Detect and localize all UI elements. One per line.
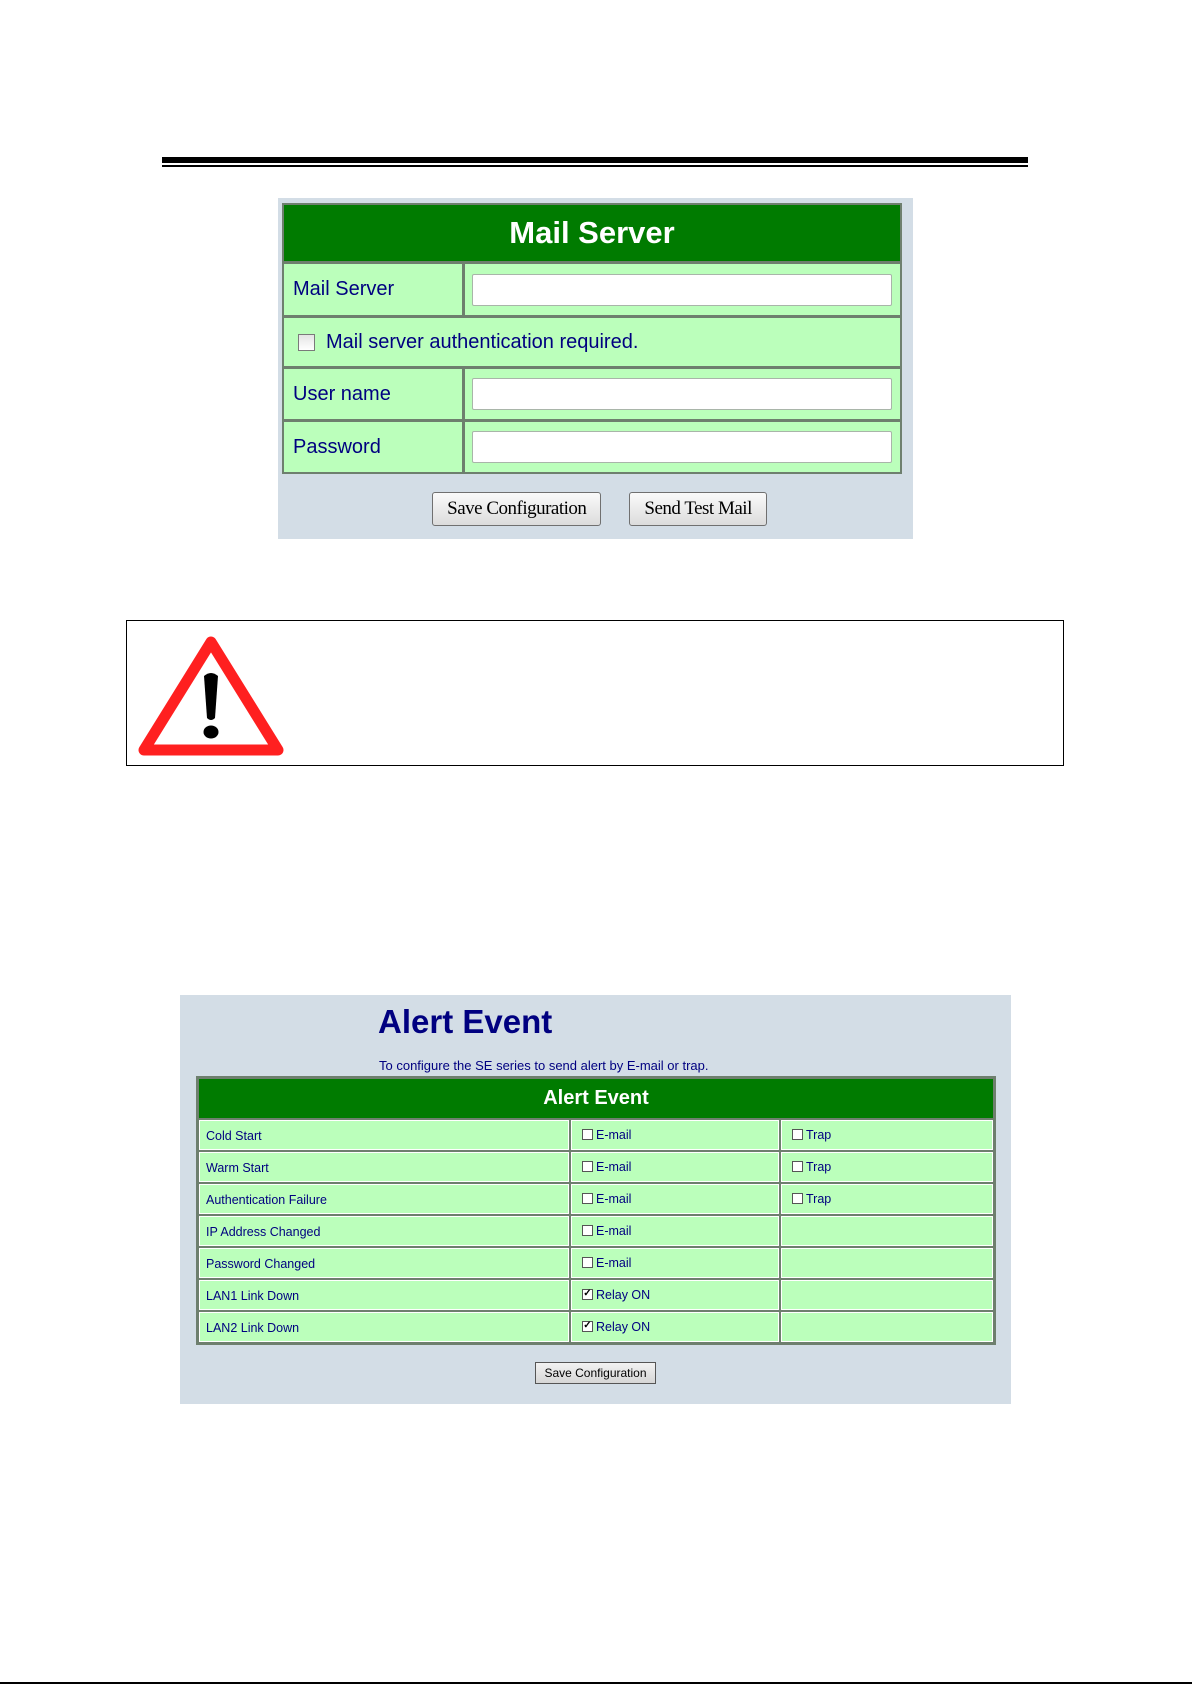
warning-note-box [126,620,1064,766]
alert-event-rows [199,1120,993,1342]
alert-option2-cell [781,1184,993,1214]
alert-event-name: Warm Start [199,1152,569,1182]
password-input[interactable] [472,431,892,463]
table-row [199,1216,993,1246]
alert-event-panel [180,995,1011,1404]
alert-option1-cell [571,1280,779,1310]
alert-option1-checkbox[interactable] [582,1257,593,1268]
table-row [199,1280,993,1310]
mail-server-input[interactable] [472,274,892,306]
alert-option2-checkbox[interactable] [792,1193,803,1204]
alert-event-name: Password Changed [199,1248,569,1278]
alert-option2-cell [781,1280,993,1310]
table-row [199,1120,993,1150]
alert-option2-checkbox[interactable] [792,1161,803,1172]
alert-option2-checkbox[interactable] [792,1129,803,1140]
mail-server-table [282,203,902,474]
table-row [199,1152,993,1182]
user-name-input[interactable] [472,378,892,410]
mail-auth-checkbox[interactable] [298,334,315,351]
table-row [199,1312,993,1342]
alert-option2-label: Trap [806,1128,832,1142]
alert-event-name: Cold Start [199,1120,569,1150]
alert-option1-cell [571,1152,779,1182]
alert-option1-checkbox[interactable]: ✓ [583,1319,592,1331]
alert-option1-cell [571,1120,779,1150]
alert-option2-cell [781,1120,993,1150]
alert-option1-label: Relay ON [596,1320,651,1334]
alert-option2-cell [781,1312,993,1342]
alert-event-name: IP Address Changed [199,1216,569,1246]
alert-option2-label: Trap [806,1192,832,1206]
user-name-row [284,369,900,419]
top-rule-thick [162,157,1028,163]
alert-option1-cell [571,1216,779,1246]
password-row [284,422,900,472]
mail-auth-label: Mail server authentication required. [326,330,639,353]
password-input-cell [465,422,900,472]
password-label: Password [284,422,462,472]
mail-server-input-cell [465,264,900,315]
top-rule-thin [162,165,1028,167]
alert-event-table [196,1076,996,1345]
alert-option1-checkbox[interactable] [582,1225,593,1236]
mail-server-button-bar [278,492,913,526]
alert-event-name: LAN1 Link Down [199,1280,569,1310]
mail-server-panel [278,198,913,539]
warning-triangle-icon [138,636,284,758]
alert-option1-label: E-mail [596,1256,632,1270]
alert-event-subtitle: To configure the SE series to send alert by E-mail or trap. [379,1058,709,1073]
alert-option1-label: Relay ON [596,1288,651,1302]
alert-save-configuration-button[interactable]: Save Configuration [535,1362,655,1384]
user-name-input-cell [465,369,900,419]
alert-event-name: LAN2 Link Down [199,1312,569,1342]
alert-option1-checkbox[interactable] [582,1161,593,1172]
alert-option1-cell [571,1184,779,1214]
alert-option1-checkbox[interactable] [582,1193,593,1204]
alert-option1-checkbox[interactable] [582,1129,593,1140]
table-row [199,1184,993,1214]
top-double-rule [162,157,1028,167]
mail-auth-row [284,318,900,366]
alert-event-name: Authentication Failure [199,1184,569,1214]
table-row [199,1248,993,1278]
mail-server-header: Mail Server [284,205,900,261]
alert-option2-cell [781,1216,993,1246]
alert-option1-cell [571,1248,779,1278]
alert-option1-label: E-mail [596,1192,632,1206]
alert-event-table-header: Alert Event [199,1079,993,1118]
alert-option2-label: Trap [806,1160,832,1174]
alert-option2-cell [781,1248,993,1278]
bottom-rule [0,1682,1192,1684]
alert-option1-label: E-mail [596,1160,632,1174]
alert-event-button-bar [180,1362,1011,1384]
alert-option1-cell [571,1312,779,1342]
alert-event-title: Alert Event [378,1003,553,1040]
alert-option1-label: E-mail [596,1224,632,1238]
user-name-label: User name [284,369,462,419]
alert-option1-label: E-mail [596,1128,632,1142]
mail-server-label: Mail Server [284,264,462,315]
send-test-mail-button[interactable]: Send Test Mail [629,492,766,526]
mail-server-row [284,264,900,315]
alert-option2-cell [781,1152,993,1182]
save-configuration-button[interactable]: Save Configuration [432,492,601,526]
alert-option1-checkbox[interactable]: ✓ [583,1287,592,1299]
